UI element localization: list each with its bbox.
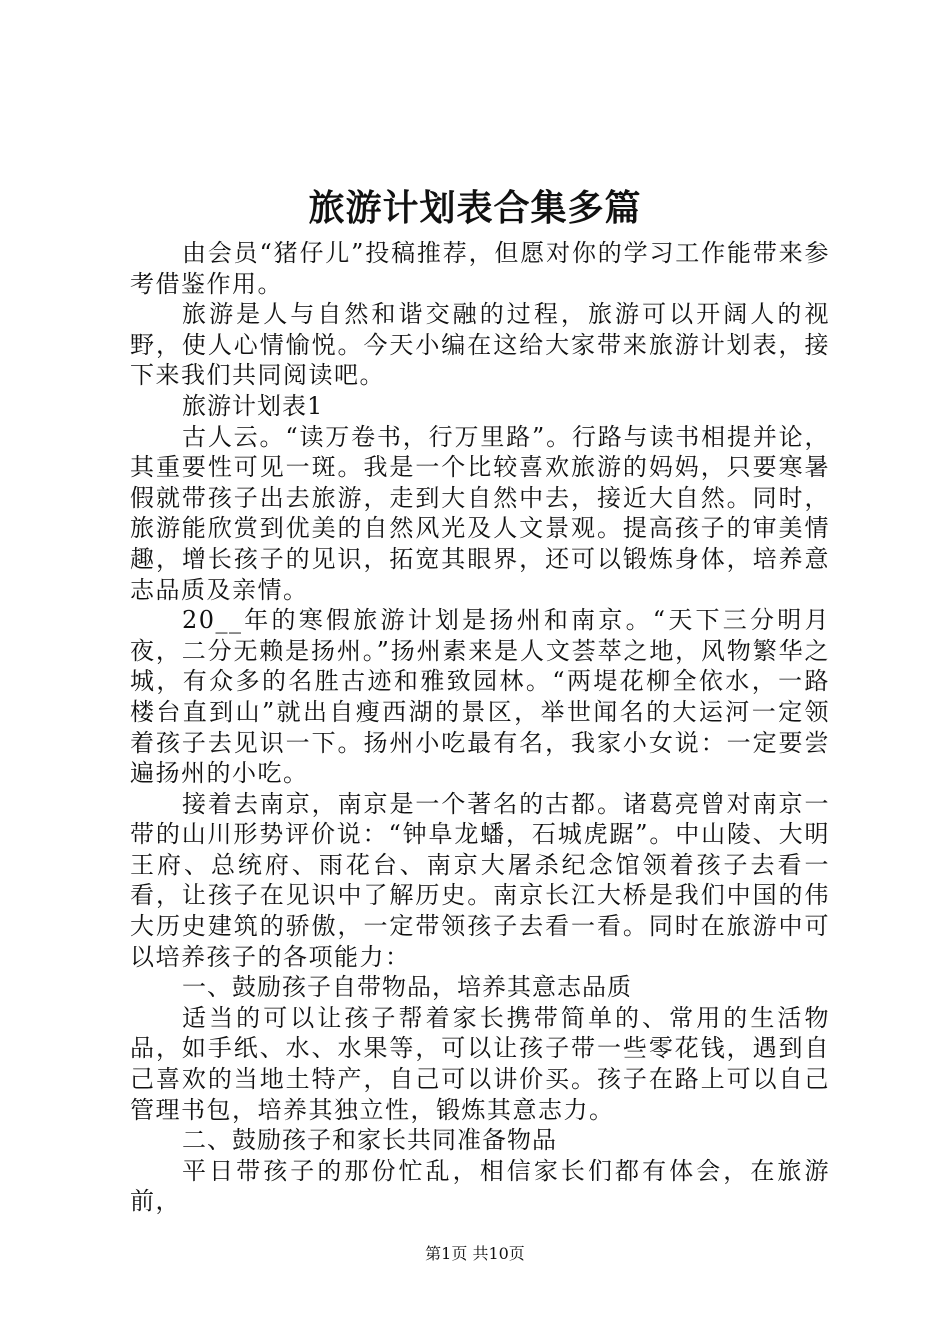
subheading-one: 一、鼓励孩子自带物品，培养其意志品质: [182, 973, 632, 1002]
page-footer: 第1页 共10页: [425, 1244, 525, 1263]
paragraph-intro: 由会员“猪仔儿”投稿推荐，但愿对你的学习工作能带来参考借鉴作用。: [130, 239, 830, 298]
paragraph-prepare-items: 平日带孩子的那份忙乱，相信家长们都有体会，在旅游前，: [130, 1156, 830, 1216]
document-body: [130, 238, 830, 1217]
paragraph-nanjing: 接着去南京，南京是一个著名的古都。诸葛亮曾对南京一带的山川形势评价说：“钟阜龙蟠，石城虎踞”。中山陵、大明王府、总统府、雨花台、南京大屠杀纪念馆领着孩子去看一看，让孩子在见识中了解历史。南京长江大桥是我们中国的伟大历史建筑的骄傲，一定带领孩子去看一看。同时在旅游中可以培养孩子的各项能力：: [130, 789, 830, 971]
paragraph-yangzhou: 20__年的寒假旅游计划是扬州和南京。“天下三分明月夜，二分无赖是扬州。”扬州素来是人文荟萃之地，风物繁华之城，有众多的名胜古迹和雅致园林。“两堤花柳全依水，一路楼台直到山”就出自瘦西湖的景区，举世闻名的大运河一定领着孩子去见识一下。扬州小吃最有名，我家小女说：一定要尝遍扬州的小吃。: [130, 606, 830, 788]
paragraph-summary: 旅游是人与自然和谐交融的过程，旅游可以开阔人的视野，使人心情愉悦。今天小编在这给大家带来旅游计划表，接下来我们共同阅读吧。: [130, 300, 830, 390]
paragraph-ancient-saying: 古人云。“读万卷书，行万里路”。行路与读书相提并论，其重要性可见一斑。我是一个比较喜欢旅游的妈妈，只要寒暑假就带孩子出去旅游，走到大自然中去，接近大自然。同时，旅游能欣赏到优美的自然风光及人文景观。提高孩子的审美情趣，增长孩子的见识，拓宽其眼界，还可以锻炼身体，培养意志品质及亲情。: [130, 422, 830, 604]
subheading-two: 二、鼓励孩子和家长共同准备物品: [182, 1126, 557, 1155]
paragraph-carry-items: 适当的可以让孩子帮着家长携带简单的、常用的生活物品，如手纸、水、水果等，可以让孩子带一些零花钱，遇到自己喜欢的当地土特产，自己可以讲价买。孩子在路上可以自己管理书包，培养其独立性，锻炼其意志力。: [130, 1003, 830, 1124]
section-heading-plan-1: 旅游计划表1: [182, 391, 324, 420]
document-title: 旅游计划表合集多篇: [308, 187, 642, 229]
